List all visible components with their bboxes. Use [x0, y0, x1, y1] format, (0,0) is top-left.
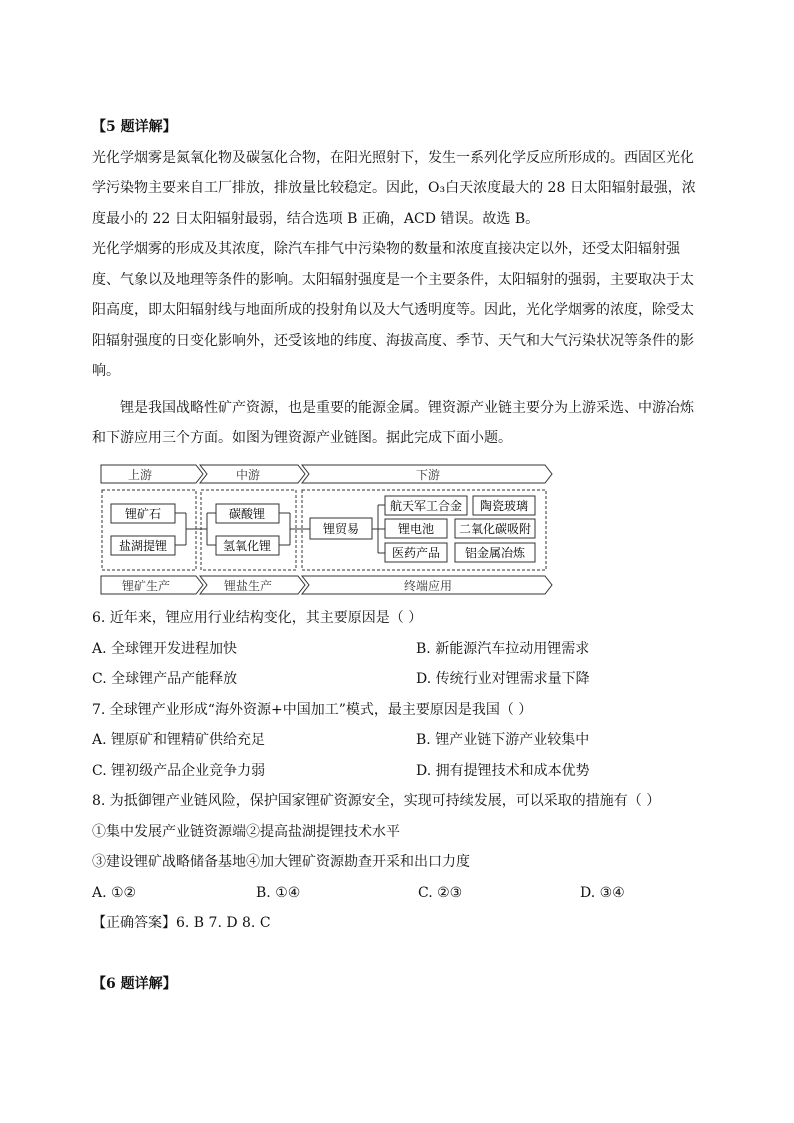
node-lithium-carbonate: 碳酸锂 — [228, 507, 266, 521]
node-aluminum-smelting: 铝金属冶炼 — [464, 546, 526, 560]
q6-option-a[interactable]: A. 全球锂开发进程加快 — [92, 640, 238, 657]
q8-option-d[interactable]: D. ③④ — [580, 884, 625, 901]
q6-heading: 【6 题详解】 — [92, 975, 177, 992]
q8-option-a[interactable]: A. ①② — [92, 884, 137, 901]
q7-option-d[interactable]: D. 拥有提锂技术和成本优势 — [416, 762, 590, 779]
group-upstream — [102, 490, 196, 570]
label-ore-production: 锂矿生产 — [121, 579, 171, 593]
q5-para1-line-3: 度最小的 22 日太阳辐射最弱，结合选项 B 正确，ACD 错误。故选 B。 — [92, 210, 540, 227]
q5-para2-line-5: 响。 — [92, 363, 120, 379]
q8-items-line-2: ③建设锂矿战略储备基地④加大锂矿资源勘查开采和出口力度 — [92, 854, 470, 870]
q7-stem: 7. 全球锂产业形成“海外资源+中国加工”模式，最主要原因是我国（ ） — [92, 701, 533, 718]
node-lithium-trade: 锂贸易 — [322, 522, 360, 536]
node-pharmaceutical: 医药产品 — [391, 546, 441, 560]
q5-para2-line-1: 光化学烟雾的形成及其浓度，除汽车排气中污染物的数量和浓度直接决定以外，还受太阳辐射强 — [92, 241, 680, 257]
q7-option-b[interactable]: B. 锂产业链下游产业较集中 — [416, 732, 590, 748]
q6-option-b[interactable]: B. 新能源汽车拉动用锂需求 — [416, 640, 590, 657]
intro-line-2: 和下游应用三个方面。如图为锂资源产业链图。据此完成下面小题。 — [92, 430, 512, 446]
label-end-application: 终端应用 — [403, 579, 453, 593]
q5-para1-line-1: 光化学烟雾是氮氧化物及碳氢化合物，在阳光照射下，发生一系列化学反应所形成的。西固区光化 — [92, 149, 694, 166]
q7-option-c[interactable]: C. 锂初级产品企业竞争力弱 — [92, 762, 266, 779]
answer-key: 【正确答案】6. B 7. D 8. C — [92, 915, 271, 931]
questions-section — [92, 603, 706, 999]
node-co2-adsorption: 二氧化碳吸附 — [458, 522, 532, 536]
label-salt-production: 锂盐生产 — [223, 579, 273, 593]
q6-option-c[interactable]: C. 全球锂产品产能释放 — [92, 671, 238, 687]
q8-items-line-1: ①集中发展产业链资源端②提高盐湖提锂技术水平 — [92, 823, 400, 840]
q8-options-row — [92, 878, 706, 909]
q5-para2-line-4: 阳辐射强度的日变化影响外，还受该地的纬度、海拔高度、季节、天气和大气污染状况等条件的影 — [92, 332, 694, 349]
node-aerospace-alloy: 航天军工合金 — [389, 499, 463, 513]
label-upstream: 上游 — [127, 468, 153, 482]
q6-options-row-1 — [92, 634, 706, 665]
q8-option-b[interactable]: B. ①④ — [256, 884, 301, 901]
q5-para2-line-3: 阳高度，即太阳辐射线与地面所成的投射角以及大气透明度等。因此，光化学烟雾的浓度，除受太 — [92, 302, 694, 318]
group-midstream — [201, 490, 296, 570]
q5-para1-line-2: 学污染物主要来自工厂排放，排放量比较稳定。因此，O₃白天浓度最大的 28 日太阳辐射最强，浓 — [92, 180, 696, 196]
q6-options-row-2 — [92, 664, 706, 695]
q6-option-d[interactable]: D. 传统行业对锂需求量下降 — [416, 671, 590, 687]
lithium-industry-chain-diagram — [100, 463, 554, 596]
q7-options-row-1 — [92, 725, 706, 756]
node-ceramic-glass: 陶瓷玻璃 — [479, 499, 529, 513]
q8-option-c[interactable]: C. ②③ — [418, 884, 463, 901]
q8-stem: 8. 为抵御锂产业链风险，保护国家锂矿资源安全，实现可持续发展，可以采取的措施有（ ） — [92, 793, 661, 809]
q5-para2-line-2: 度、气象以及地理等条件的影响。太阳辐射强度是一个主要条件，太阳辐射的强弱，主要取决于太 — [92, 271, 694, 288]
label-midstream: 中游 — [235, 468, 261, 482]
node-lithium-hydroxide: 氢氧化锂 — [222, 539, 272, 553]
node-salt-lake-extraction: 盐湖提锂 — [118, 539, 168, 553]
q7-option-a[interactable]: A. 锂原矿和锂精矿供给充足 — [92, 732, 266, 748]
q7-options-row-2 — [92, 756, 706, 787]
q6-stem: 6. 近年来，锂应用行业结构变化，其主要原因是（ ） — [92, 610, 423, 626]
document-body — [92, 112, 706, 454]
intro-line-1: 锂是我国战略性矿产资源，也是重要的能源金属。锂资源产业链主要分为上游采选、中游冶炼 — [120, 399, 694, 416]
node-lithium-battery: 锂电池 — [397, 522, 435, 536]
node-lithium-ore: 锂矿石 — [124, 507, 162, 521]
q5-heading: 【5 题详解】 — [92, 119, 177, 135]
label-downstream: 下游 — [415, 468, 441, 482]
